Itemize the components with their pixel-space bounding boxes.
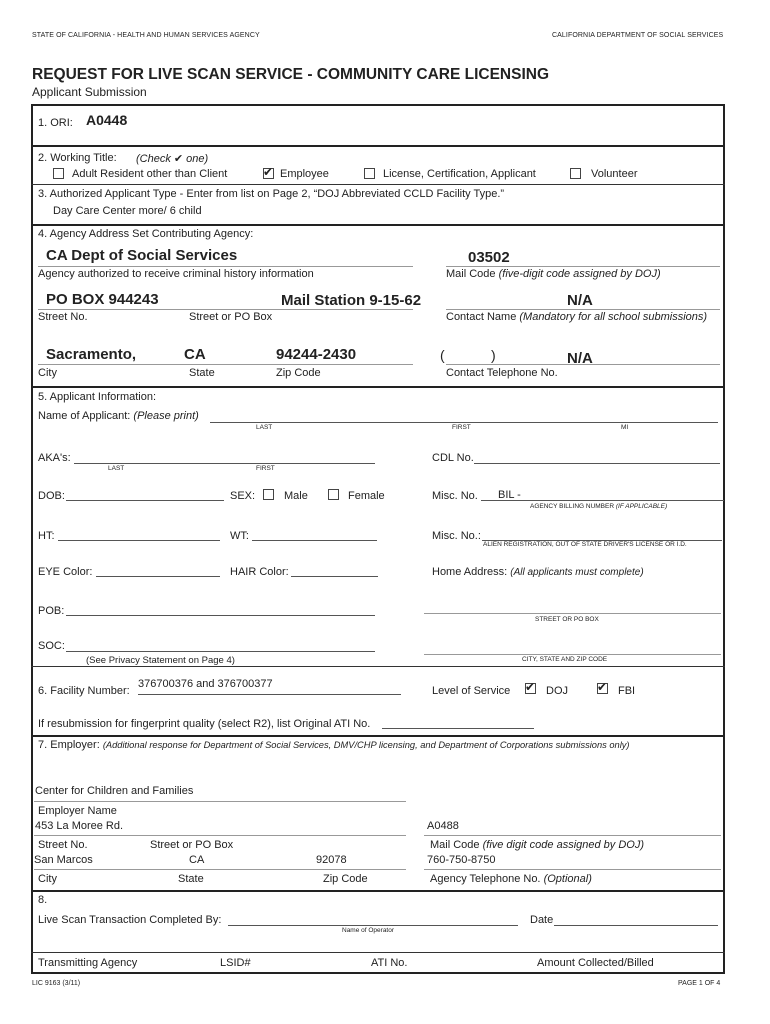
misc-no-label: Misc. No. [432, 490, 478, 502]
form-left-border [31, 104, 33, 974]
dob-label: DOB: [38, 490, 65, 502]
pob-field[interactable] [66, 615, 375, 616]
state-caption: State [189, 367, 215, 379]
operator-name-field[interactable] [228, 925, 518, 926]
employer-state-caption: State [178, 873, 204, 885]
employee-label: Employee [280, 168, 329, 180]
ori-value[interactable]: A0448 [86, 112, 128, 128]
employer-label-text: 7. Employer: [38, 739, 100, 751]
zip-caption: Zip Code [276, 367, 321, 379]
ati-no-label: ATI No. [371, 957, 408, 969]
underline [446, 266, 720, 267]
dob-field[interactable] [66, 500, 224, 501]
cdl-field[interactable] [474, 463, 720, 464]
agency-mail-code-value[interactable]: 03502 [468, 249, 510, 266]
section-divider [31, 735, 725, 737]
lsid-label: LSID# [220, 957, 251, 969]
department-header: CALIFORNIA DEPARTMENT OF SOCIAL SERVICES [552, 32, 724, 39]
employer-mail-caption [430, 839, 644, 851]
employer-phone-caption-text: Agency Telephone No. [430, 873, 541, 885]
soc-field[interactable] [66, 651, 375, 652]
height-field[interactable] [58, 540, 220, 541]
female-label: Female [348, 490, 385, 502]
street-po-caption: STREET OR PO BOX [535, 616, 599, 623]
cdl-label: CDL No. [432, 452, 474, 464]
contact-name-caption [446, 311, 707, 323]
form-subtitle: Applicant Submission [32, 85, 147, 99]
underline [34, 835, 406, 836]
alien-caption: ALIEN REGISTRATION, OUT OF STATE DRIVER'S LICENSE OR I.D. [483, 541, 687, 548]
employer-mail-caption-text: Mail Code [430, 839, 480, 851]
employer-mail-code-value[interactable]: A0488 [427, 820, 459, 832]
applicant-type-value[interactable]: Day Care Center more/ 6 child [53, 205, 202, 217]
employer-zip-value[interactable]: 92078 [316, 854, 347, 866]
employer-phone-value[interactable]: 760-750-8750 [427, 854, 496, 866]
employer-state-value[interactable]: CA [189, 854, 205, 866]
aka-first-caption: FIRST [256, 465, 275, 472]
employer-name-value[interactable]: Center for Children and Families [35, 785, 194, 797]
sex-label: SEX: [230, 490, 256, 502]
transmitting-agency-label: Transmitting Agency [38, 957, 138, 969]
billing-caption-note: (IF APPLICABLE) [615, 503, 668, 510]
mail-code-caption [446, 268, 661, 280]
female-checkbox[interactable] [328, 489, 339, 500]
underline [446, 309, 720, 310]
section-divider [31, 224, 725, 226]
adult-resident-label: Adult Resident other than Client [72, 168, 228, 180]
employer-street-value[interactable]: 453 La Moree Rd. [35, 820, 124, 832]
fbi-label: FBI [618, 685, 636, 697]
contact-phone-caption: Contact Telephone No. [446, 367, 558, 379]
agency-state-value[interactable]: CA [184, 346, 206, 363]
applicant-info-label: 5. Applicant Information: [38, 391, 157, 403]
underline [424, 869, 721, 870]
underline [38, 266, 413, 267]
home-address-label [432, 566, 644, 578]
home-csz-field[interactable] [424, 654, 721, 655]
pob-label: POB: [38, 605, 65, 617]
employer-name-caption: Employer Name [38, 805, 117, 817]
hair-color-field[interactable] [291, 576, 378, 577]
facility-number-label: 6. Facility Number: [38, 685, 130, 697]
employer-phone-caption-note: (Optional) [543, 873, 592, 885]
form-id: LIC 9163 (3/11) [32, 980, 81, 987]
applicant-name-field[interactable] [210, 422, 718, 423]
volunteer-checkbox[interactable] [570, 168, 581, 179]
original-ati-field[interactable] [382, 728, 534, 729]
section-divider [31, 666, 725, 667]
check-icon: ✔ [525, 680, 536, 694]
csz-caption: CITY, STATE AND ZIP CODE [522, 656, 608, 663]
section-8-label: 8. [38, 894, 48, 906]
date-label: Date [530, 914, 554, 926]
agency-city-value[interactable]: Sacramento, [46, 346, 137, 363]
employer-zip-caption: Zip Code [323, 873, 368, 885]
contact-caption-note: (Mandatory for all school submissions) [519, 311, 708, 323]
agency-street-po-value[interactable]: Mail Station 9-15-62 [281, 292, 422, 309]
misc-no-2-label: Misc. No.: [432, 530, 481, 542]
level-of-service-label: Level of Service [432, 685, 511, 697]
contact-name-value[interactable]: N/A [567, 292, 593, 309]
operator-caption: Name of Operator [342, 927, 395, 934]
working-title-hint: (Check ✔ one) [136, 153, 209, 165]
home-address-hint: (All applicants must complete) [510, 567, 644, 578]
underline [38, 364, 413, 365]
employer-street-no-caption: Street No. [38, 839, 88, 851]
working-title-label: 2. Working Title: [38, 152, 117, 164]
form-right-border [723, 104, 725, 974]
aka-last-caption: LAST [108, 465, 125, 472]
applicant-name-text: Name of Applicant: [38, 410, 131, 422]
facility-number-field[interactable] [138, 694, 401, 695]
completed-by-label: Live Scan Transaction Completed By: [38, 914, 222, 926]
agency-street-no-value[interactable]: PO BOX 944243 [46, 291, 159, 308]
employer-street-po-caption: Street or PO Box [150, 839, 234, 851]
facility-number-value[interactable]: 376700376 and 376700377 [138, 678, 273, 690]
form-bottom-border [31, 972, 725, 974]
home-address-text: Home Address: [432, 566, 508, 578]
misc-no-field[interactable] [481, 500, 724, 501]
employer-city-caption: City [38, 873, 57, 885]
check-icon: ✔ [263, 165, 274, 179]
eye-color-field[interactable] [96, 576, 220, 577]
employer-label [38, 739, 630, 751]
billing-prefix-value[interactable]: BIL - [498, 489, 521, 501]
adult-resident-checkbox[interactable] [53, 168, 64, 179]
contact-caption-text: Contact Name [446, 311, 517, 323]
underline [34, 801, 406, 802]
applicant-name-label [38, 410, 199, 422]
street-no-caption: Street No. [38, 311, 88, 323]
phone-paren-open: ( [440, 347, 445, 363]
section-divider [31, 952, 725, 953]
underline [424, 835, 721, 836]
contact-phone-value[interactable]: N/A [567, 350, 593, 367]
section-divider [31, 386, 725, 388]
amount-label: Amount Collected/Billed [537, 957, 654, 969]
employer-hint: (Additional response for Department of Social Services, DMV/CHP licensing, and Department of Corporations submissions only) [102, 740, 630, 750]
underline [38, 309, 413, 310]
hair-color-label: HAIR Color: [230, 566, 289, 578]
aka-field[interactable] [74, 463, 375, 464]
form-top-border [31, 104, 725, 106]
male-checkbox[interactable] [263, 489, 274, 500]
applicant-type-label: 3. Authorized Applicant Type - Enter from list on Page 2, “DOJ Abbreviated CCLD Facility Type.” [38, 188, 505, 200]
weight-label: WT: [230, 530, 249, 542]
aka-label: AKA's: [38, 452, 71, 464]
billing-caption [530, 503, 667, 510]
underline [34, 869, 406, 870]
page-number: PAGE 1 OF 4 [678, 980, 721, 987]
employer-phone-caption [430, 873, 592, 885]
volunteer-label: Volunteer [591, 168, 638, 180]
agency-header: STATE OF CALIFORNIA - HEALTH AND HUMAN SERVICES AGENCY [32, 32, 260, 39]
agency-name-value[interactable]: CA Dept of Social Services [46, 247, 238, 264]
street-po-caption: Street or PO Box [189, 311, 273, 323]
height-label: HT: [38, 530, 55, 542]
city-caption: City [38, 367, 57, 379]
male-label: Male [284, 490, 308, 502]
employer-mail-caption-note: (five digit code assigned by DOJ) [482, 839, 645, 851]
home-street-field[interactable] [424, 613, 721, 614]
section-divider [31, 184, 725, 185]
weight-field[interactable] [252, 540, 377, 541]
doj-label: DOJ [546, 685, 568, 697]
underline [446, 364, 720, 365]
agency-caption: Agency authorized to receive criminal history information [38, 268, 314, 280]
billing-caption-text: AGENCY BILLING NUMBER [530, 503, 615, 510]
phone-paren-close: ) [491, 347, 496, 363]
license-applicant-checkbox[interactable] [364, 168, 375, 179]
form-title: REQUEST FOR LIVE SCAN SERVICE - COMMUNITY CARE LICENSING [32, 66, 550, 83]
agency-zip-value[interactable]: 94244-2430 [276, 346, 357, 363]
section-divider [31, 890, 725, 892]
section-divider [31, 145, 725, 147]
check-icon: ✔ [597, 680, 608, 694]
mi-caption: MI [621, 424, 629, 431]
license-applicant-label: License, Certification, Applicant [383, 168, 536, 180]
soc-label: SOC: [38, 640, 65, 652]
ori-label: 1. ORI: [38, 117, 73, 129]
mail-code-caption-note: (five-digit code assigned by DOJ) [498, 268, 661, 280]
applicant-name-hint: (Please print) [133, 410, 199, 422]
agency-address-label: 4. Agency Address Set Contributing Agency: [38, 228, 254, 240]
eye-color-label: EYE Color: [38, 566, 93, 578]
privacy-note: (See Privacy Statement on Page 4) [86, 655, 235, 666]
last-caption: LAST [256, 424, 273, 431]
resubmission-label: If resubmission for fingerprint quality (select R2), list Original ATI No. [38, 718, 371, 730]
first-caption: FIRST [452, 424, 471, 431]
employer-city-value[interactable]: San Marcos [34, 854, 93, 866]
date-field[interactable] [554, 925, 718, 926]
mail-code-caption-text: Mail Code [446, 268, 496, 280]
